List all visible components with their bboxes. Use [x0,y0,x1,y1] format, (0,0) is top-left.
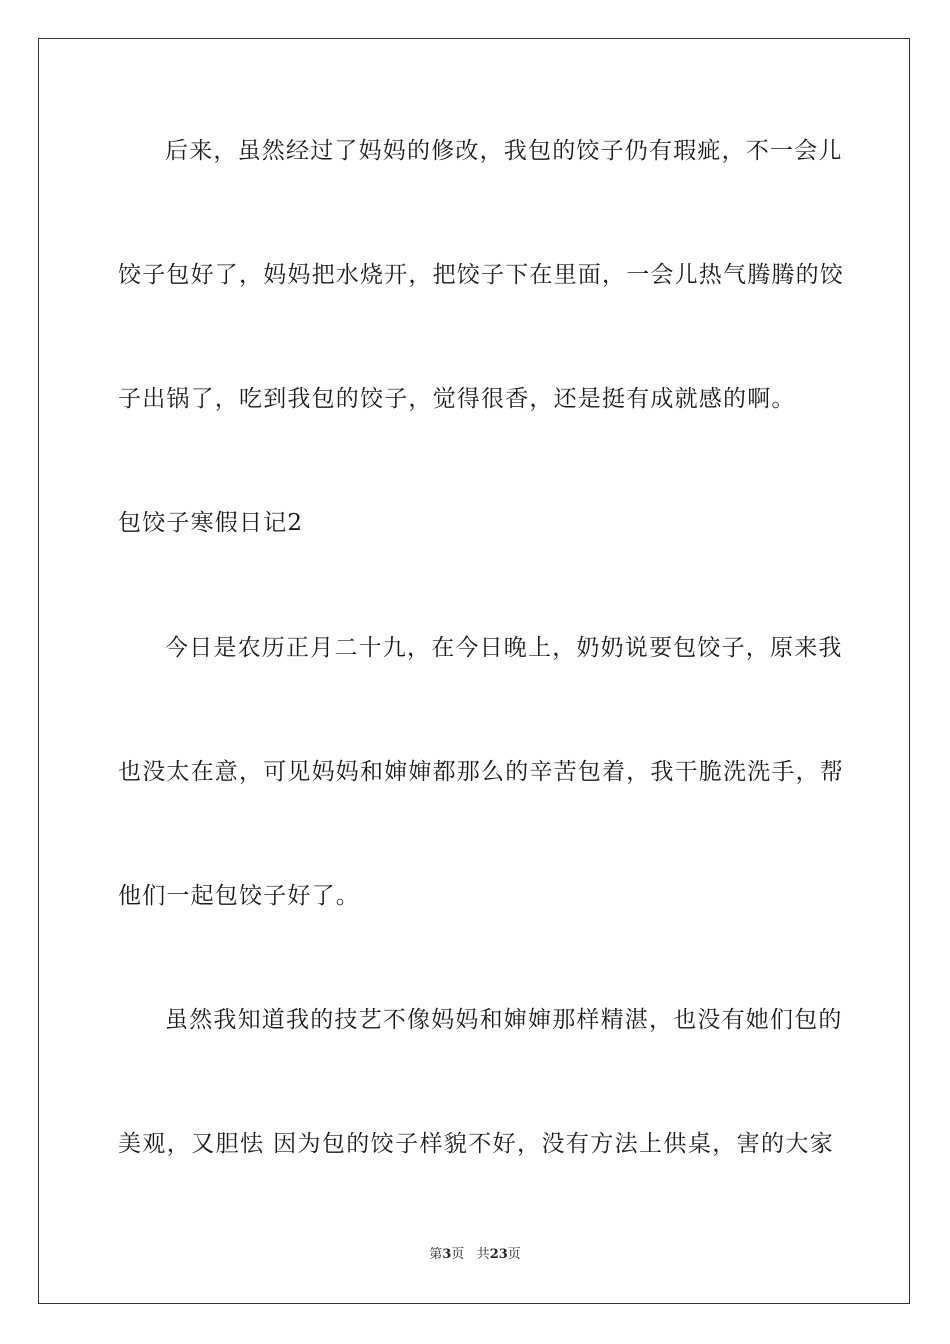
paragraph-line-3: 子出锅了，吃到我包的饺子，觉得很香，还是挺有成就感的啊。 [118,386,796,412]
page-border [38,38,910,1304]
section-heading: 包饺子寒假日记2 [118,510,304,536]
paragraph-line-5: 也没太在意，可见妈妈和婶婶都那么的辛苦包着，我干脆洗洗手，帮 [118,759,844,785]
footer-page-number: 3 [442,1247,452,1262]
footer-total-prefix: 共 [476,1247,490,1262]
footer-total-suffix: 页 [507,1247,521,1262]
paragraph-line-6: 他们一起包饺子好了。 [118,883,360,909]
paragraph-line-4: 今日是农历正月二十九，在今日晚上，奶奶说要包饺子，原来我 [165,635,843,661]
paragraph-line-8: 美观，又胆怯 因为包的饺子样貌不好，没有方法上供桌，害的大家 [118,1131,834,1157]
footer-page-prefix: 第 [429,1247,443,1262]
footer-total-pages: 23 [489,1247,508,1262]
page-footer [0,1246,950,1264]
footer-page-suffix: 页 [451,1247,465,1262]
paragraph-line-2: 饺子包好了，妈妈把水烧开，把饺子下在里面，一会儿热气腾腾的饺 [118,262,844,288]
paragraph-line-7: 虽然我知道我的技艺不像妈妈和婶婶那样精湛，也没有她们包的 [165,1007,843,1033]
paragraph-line-1: 后来，虽然经过了妈妈的修改，我包的饺子仍有瑕疵，不一会儿 [165,138,843,164]
